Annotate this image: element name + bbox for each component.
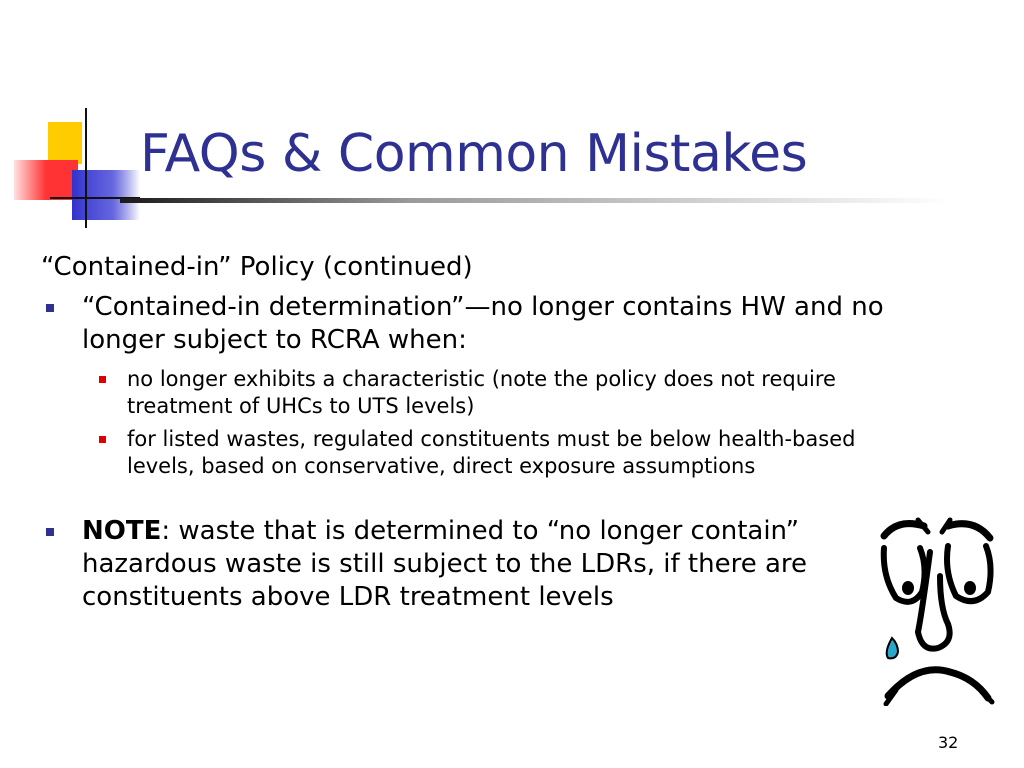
note-text: : waste that is determined to “no longer contain” hazardous waste is still subject to the LDRs, if there are constituents above LDR treatment levels <box>82 516 808 612</box>
page-number: 32 <box>938 733 959 752</box>
bullet-contained-in-determination <box>82 291 912 357</box>
subbullet-characteristic <box>127 366 897 420</box>
slide-title: FAQs & Common Mistakes <box>140 124 808 184</box>
slide-logo-icon <box>10 108 140 228</box>
crying-face-icon <box>878 512 996 706</box>
section-heading: “Contained-in” Policy (continued) <box>41 252 473 282</box>
square-bullet-icon <box>46 528 54 536</box>
bullet-note <box>82 515 912 614</box>
subbullet-listed-wastes <box>127 426 897 480</box>
subbullet-text: for listed wastes, regulated constituents must be below health-based levels, based on conservative, direct exposure assumptions <box>127 427 856 478</box>
subbullet-text: no longer exhibits a characteristic (note the policy does not require treatment of UHCs to UTS levels) <box>127 367 836 418</box>
square-bullet-icon <box>46 304 54 312</box>
note-label: NOTE <box>82 516 162 546</box>
square-bullet-icon <box>99 376 106 383</box>
title-underline <box>120 198 950 203</box>
square-bullet-icon <box>99 436 106 443</box>
bullet-text: “Contained-in determination”—no longer contains HW and no longer subject to RCRA when: <box>82 292 884 355</box>
